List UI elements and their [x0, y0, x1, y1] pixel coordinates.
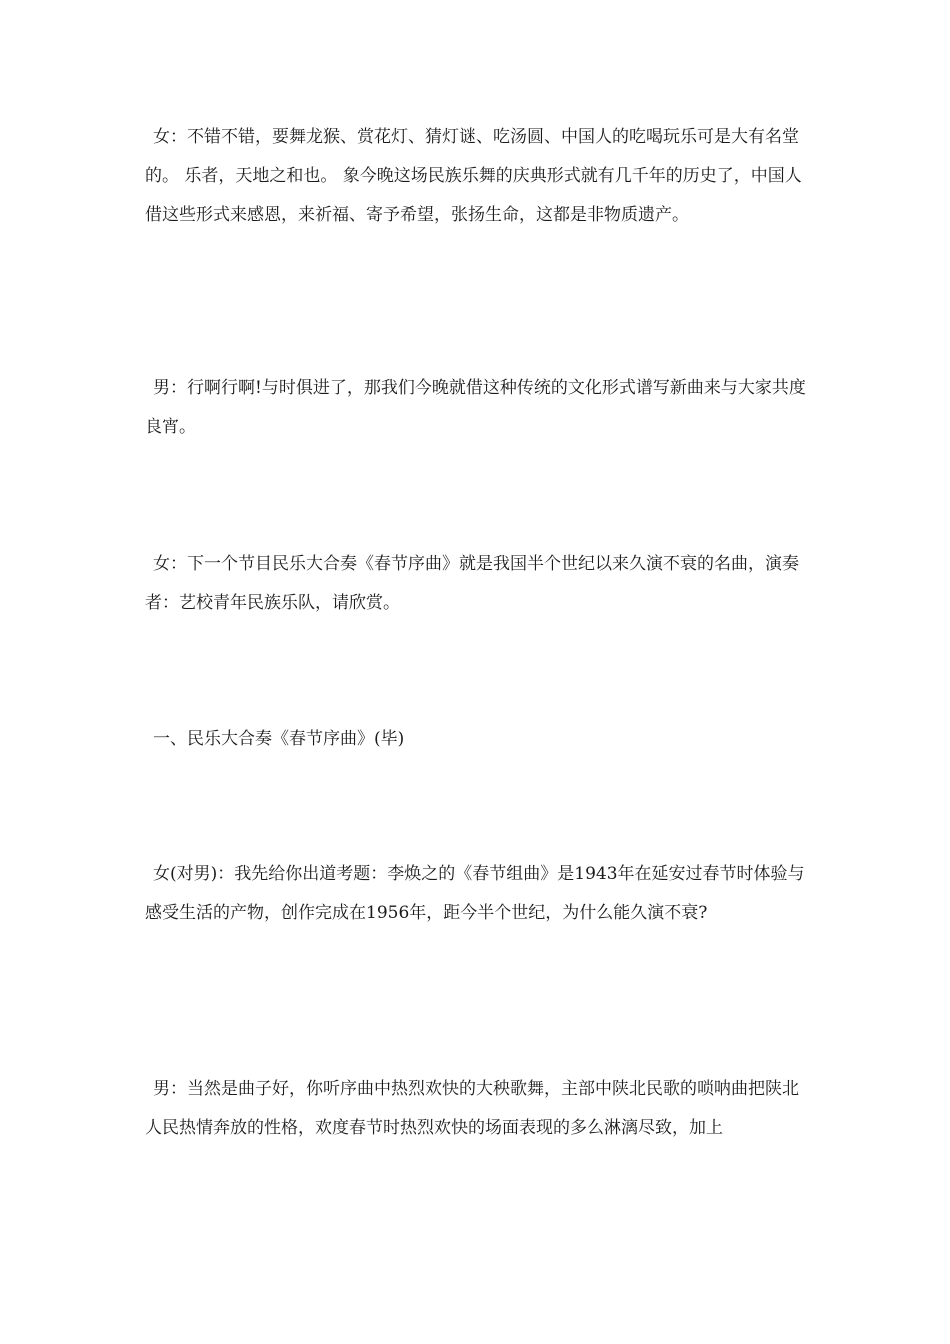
program-item-heading: 一、民乐大合奏《春节序曲》(毕) [153, 729, 405, 749]
dialogue-paragraph-male-2: 男：当然是曲子好，你听序曲中热烈欢快的大秧歌舞，主部中陕北民歌的唢呐曲把陕北人民热情奔放的性格，欢度春节时热烈欢快的场面表现的多么淋漓尽致，加上 [145, 1079, 799, 1138]
dialogue-paragraph-female-3: 女(对男)：我先给你出道考题：李焕之的《春节组曲》是1943年在延安过春节时体验与感受生活的产物，创作完成在1956年，距今半个世纪，为什么能久演不衰? [145, 864, 805, 923]
dialogue-paragraph-male-1: 男：行啊行啊!与时俱进了，那我们今晚就借这种传统的文化形式谱写新曲来与大家共度良宵。 [145, 378, 806, 437]
dialogue-paragraph-female-1: 女：不错不错，要舞龙猴、赏花灯、猜灯谜、吃汤圆、中国人的吃喝玩乐可是大有名堂的。 乐者，天地之和也。 象今晚这场民族乐舞的庆典形式就有几千年的历史了，中国人借这些形式来感恩，来祈福、寄予希望，张扬生命，这都是非物质遗产。 [145, 127, 802, 225]
dialogue-paragraph-female-2: 女：下一个节目民乐大合奏《春节序曲》就是我国半个世纪以来久演不衰的名曲，演奏者：艺校青年民族乐队，请欣赏。 [145, 554, 799, 613]
